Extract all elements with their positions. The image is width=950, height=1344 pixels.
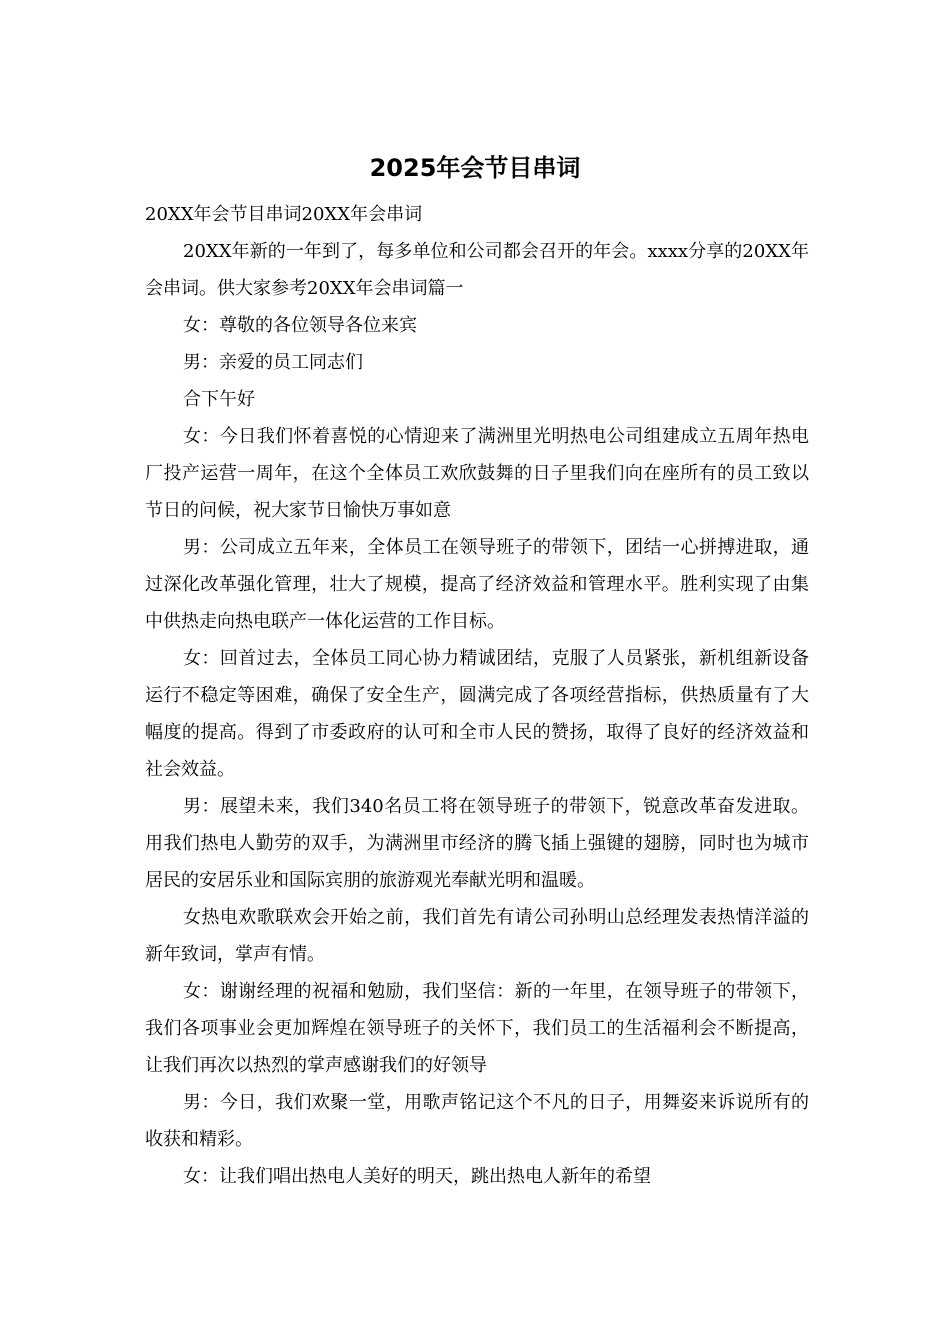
paragraph: 女：让我们唱出热电人美好的明天，跳出热电人新年的希望 [183, 1166, 651, 1187]
paragraph: 男：今日，我们欢聚一堂，用歌声铭记这个不凡的日子，用舞姿来诉说所有的收获和精彩。 [145, 1092, 809, 1150]
document-title: 2025年会节目串词 [369, 154, 581, 182]
paragraph: 男：公司成立五年来，全体员工在领导班子的带领下，团结一心拼搏进取，通过深化改革强化管理，壮大了规模，提高了经济效益和管理水平。胜利实现了由集中供热走向热电联产一体化运营的工作目标。 [145, 537, 809, 632]
paragraph: 女：尊敬的各位领导各位来宾 [183, 315, 417, 336]
paragraph: 女热电欢歌联欢会开始之前，我们首先有请公司孙明山总经理发表热情洋溢的新年致词，掌声有情。 [145, 907, 809, 965]
paragraph: 女：回首过去，全体员工同心协力精诚团结，克服了人员紧张，新机组新设备运行不稳定等困难，确保了安全生产，圆满完成了各项经营指标，供热质量有了大幅度的提高。得到了市委政府的认可和全市人民的赞扬，取得了良好的经济效益和社会效益。 [145, 648, 809, 780]
paragraph: 合下午好 [183, 389, 255, 410]
document-body [145, 196, 809, 1195]
paragraph-intro: 20XX年新的一年到了，每多单位和公司都会召开的年会。xxxx分享的20XX年会串词。供大家参考20XX年会串词篇一 [145, 241, 809, 299]
paragraph: 男：展望未来，我们340名员工将在领导班子的带领下，锐意改革奋发进取。用我们热电人勤劳的双手，为满洲里市经济的腾飞插上强键的翅膀，同时也为城市居民的安居乐业和国际宾朋的旅游观光奉献光明和温暖。 [145, 796, 809, 891]
paragraph: 女：今日我们怀着喜悦的心情迎来了满洲里光明热电公司组建成立五周年热电厂投产运营一周年，在这个全体员工欢欣鼓舞的日子里我们向在座所有的员工致以节日的问候，祝大家节日愉快万事如意 [145, 426, 809, 521]
paragraph: 男：亲爱的员工同志们 [183, 352, 363, 373]
paragraph-subtitle: 20XX年会节目串词20XX年会串词 [145, 204, 423, 225]
paragraph: 女：谢谢经理的祝福和勉励，我们坚信：新的一年里，在领导班子的带领下，我们各项事业会更加辉煌在领导班子的关怀下，我们员工的生活福利会不断提高，让我们再次以热烈的掌声感谢我们的好领导 [145, 981, 809, 1076]
